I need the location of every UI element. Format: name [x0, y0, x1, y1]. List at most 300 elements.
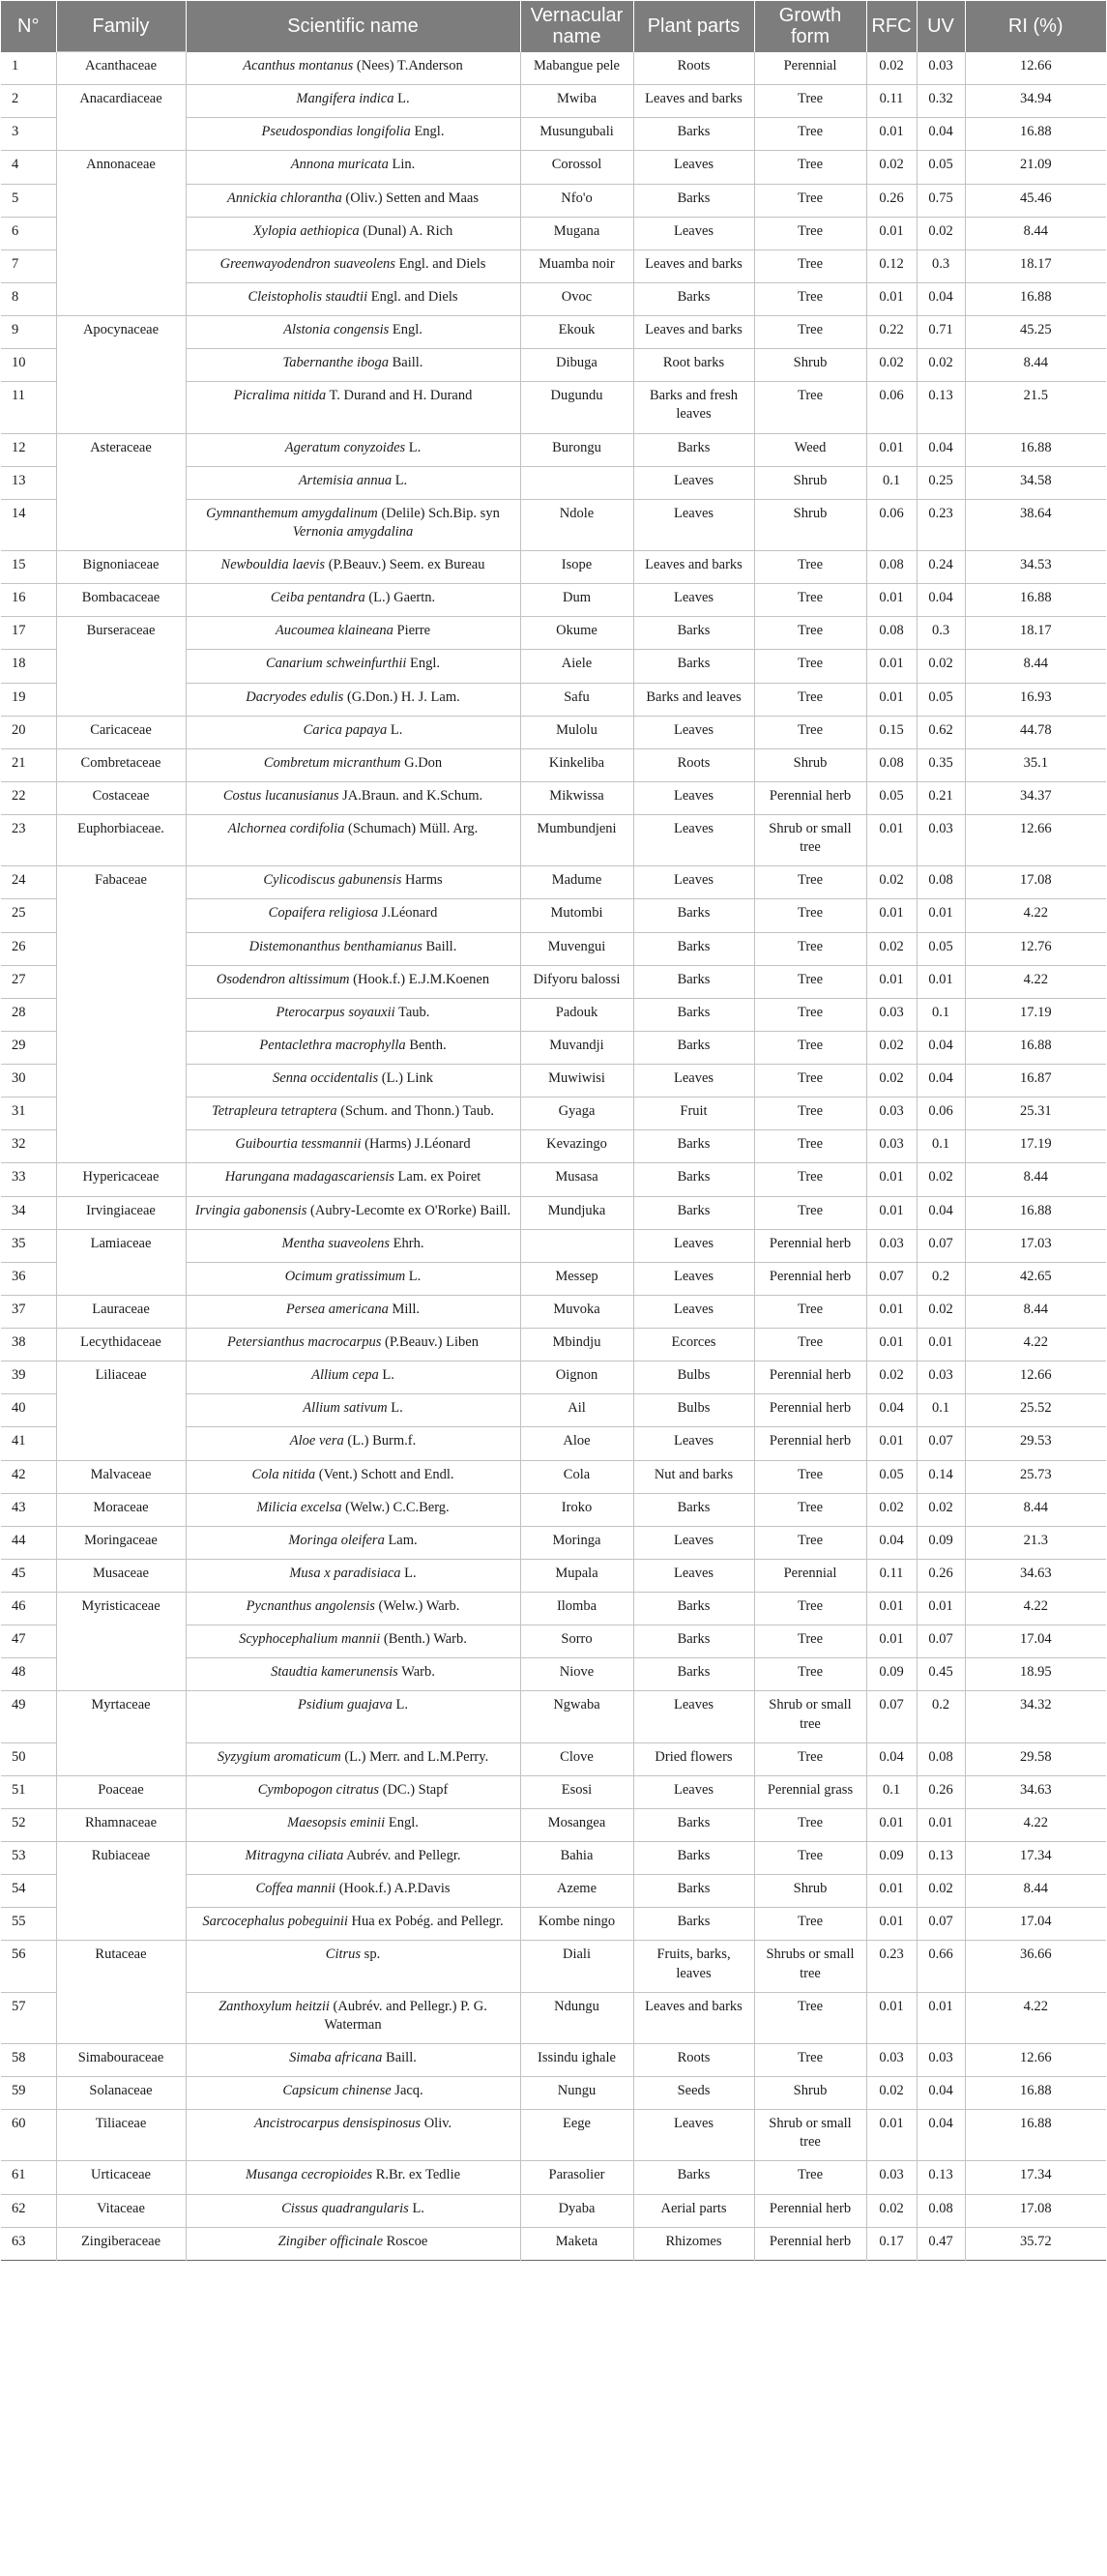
cell-rfc: 0.02	[866, 52, 917, 85]
cell-scientific-name	[186, 965, 520, 998]
scientific-name-text: Allium cepa	[311, 1367, 379, 1384]
cell-vernacular-name: Difyoru balossi	[520, 965, 633, 998]
cell-growth-form: Tree	[754, 1625, 866, 1658]
cell-vernacular-name: Nfo'o	[520, 184, 633, 217]
cell-plant-parts: Root barks	[633, 349, 754, 382]
cell-plant-parts: Aerial parts	[633, 2194, 754, 2227]
cell-number: 5	[1, 184, 56, 217]
scientific-name-text: Harungana madagascariensis	[224, 1169, 394, 1186]
cell-vernacular-name: Azeme	[520, 1875, 633, 1908]
cell-uv: 0.25	[917, 466, 965, 499]
cell-scientific-name	[186, 1394, 520, 1427]
cell-growth-form: Tree	[754, 184, 866, 217]
cell-plant-parts: Barks	[633, 1196, 754, 1229]
cell-plant-parts: Barks	[633, 965, 754, 998]
cell-number: 44	[1, 1526, 56, 1559]
cell-scientific-name	[186, 1196, 520, 1229]
cell-family: Moraceae	[56, 1493, 186, 1526]
authority-text: Ehrh.	[390, 1235, 424, 1251]
authority-text: (Schumach) Müll. Arg.	[344, 821, 479, 836]
cell-family: Euphorbiaceae.	[56, 815, 186, 866]
cell-number: 35	[1, 1229, 56, 1262]
cell-number: 49	[1, 1691, 56, 1742]
cell-ri: 34.63	[965, 1775, 1106, 1808]
cell-scientific-name	[186, 1658, 520, 1691]
cell-number: 24	[1, 866, 56, 899]
cell-growth-form: Shrub	[754, 2077, 866, 2110]
cell-rfc: 0.04	[866, 1394, 917, 1427]
cell-plant-parts: Barks	[633, 1908, 754, 1941]
cell-vernacular-name: Dum	[520, 584, 633, 617]
cell-ri: 21.09	[965, 151, 1106, 184]
cell-number: 42	[1, 1460, 56, 1493]
cell-number: 63	[1, 2227, 56, 2260]
cell-growth-form: Tree	[754, 1742, 866, 1775]
scientific-name-text: Cymbopogon citratus	[257, 1781, 379, 1798]
cell-ri: 42.65	[965, 1262, 1106, 1295]
cell-plant-parts: Nut and barks	[633, 1460, 754, 1493]
cell-family: Rubiaceae	[56, 1842, 186, 1941]
cell-uv: 0.3	[917, 617, 965, 650]
authority-text: L.	[392, 1697, 408, 1713]
cell-rfc: 0.06	[866, 382, 917, 433]
cell-rfc: 0.26	[866, 184, 917, 217]
cell-uv: 0.08	[917, 866, 965, 899]
authority-text: Engl. and Diels	[367, 288, 458, 305]
scientific-name-text: Musanga cecropioides	[245, 2167, 373, 2183]
cell-plant-parts: Ecorces	[633, 1329, 754, 1361]
cell-plant-parts: Leaves and barks	[633, 85, 754, 118]
cell-scientific-name	[186, 382, 520, 433]
cell-uv: 0.1	[917, 1130, 965, 1163]
cell-family: Acanthaceae	[56, 52, 186, 85]
cell-growth-form: Tree	[754, 118, 866, 151]
cell-number: 23	[1, 815, 56, 866]
cell-scientific-name	[186, 85, 520, 118]
cell-scientific-name	[186, 1941, 520, 1992]
cell-rfc: 0.07	[866, 1691, 917, 1742]
cell-family: Poaceae	[56, 1775, 186, 1808]
scientific-name-text: Newbouldia laevis	[220, 557, 326, 572]
cell-growth-form: Tree	[754, 1065, 866, 1098]
authority-text: Lin.	[388, 157, 416, 173]
cell-ri: 8.44	[965, 217, 1106, 249]
cell-number: 32	[1, 1130, 56, 1163]
scientific-name-text: Mangifera indica	[296, 91, 394, 107]
cell-scientific-name	[186, 1775, 520, 1808]
cell-plant-parts: Rhizomes	[633, 2227, 754, 2260]
authority-text: Engl. and Diels	[394, 255, 486, 272]
table-row	[1, 1460, 1106, 1493]
cell-scientific-name	[186, 52, 520, 85]
cell-plant-parts: Leaves	[633, 1065, 754, 1098]
cell-ri: 44.78	[965, 716, 1106, 748]
cell-growth-form: Perennial herb	[754, 1229, 866, 1262]
scientific-name-text: Citrus	[325, 1947, 362, 1963]
cell-growth-form: Tree	[754, 1031, 866, 1064]
cell-number: 51	[1, 1775, 56, 1808]
cell-number: 60	[1, 2110, 56, 2161]
cell-scientific-name	[186, 1460, 520, 1493]
authority-text: Baill.	[388, 355, 423, 371]
cell-scientific-name	[186, 748, 520, 781]
cell-vernacular-name: Isope	[520, 551, 633, 584]
cell-rfc: 0.01	[866, 1196, 917, 1229]
cell-ri: 34.94	[965, 85, 1106, 118]
cell-scientific-name	[186, 282, 520, 315]
scientific-name-text: Cissus quadrangularis	[281, 2200, 409, 2216]
cell-growth-form: Shrub	[754, 1875, 866, 1908]
cell-vernacular-name: Ovoc	[520, 282, 633, 315]
cell-uv: 0.62	[917, 716, 965, 748]
cell-uv: 0.01	[917, 1593, 965, 1625]
cell-uv: 0.21	[917, 781, 965, 814]
cell-uv: 0.04	[917, 1065, 965, 1098]
cell-uv: 0.04	[917, 1196, 965, 1229]
authority-text: (Schum. and Thonn.) Taub.	[336, 1103, 494, 1120]
authority-text: (Aubrév. and Pellegr.) P. G. Waterman	[324, 1998, 487, 2033]
authority-text: (G.Don.) H. J. Lam.	[343, 688, 460, 705]
cell-ri: 45.25	[965, 316, 1106, 349]
cell-uv: 0.09	[917, 1526, 965, 1559]
cell-plant-parts: Leaves	[633, 1775, 754, 1808]
cell-ri: 25.31	[965, 1098, 1106, 1130]
header-uv: UV	[917, 1, 965, 52]
cell-ri: 4.22	[965, 965, 1106, 998]
scientific-name-text: Alchornea cordifolia	[227, 821, 345, 836]
cell-uv: 0.07	[917, 1229, 965, 1262]
cell-growth-form: Tree	[754, 1130, 866, 1163]
scientific-name-text: Senna occidentalis	[273, 1070, 379, 1086]
cell-plant-parts: Barks	[633, 184, 754, 217]
cell-rfc: 0.08	[866, 617, 917, 650]
cell-vernacular-name: Ngwaba	[520, 1691, 633, 1742]
authority-text: L.	[408, 2200, 424, 2216]
authority-text: (Benth.) Warb.	[380, 1631, 467, 1648]
cell-number: 57	[1, 1992, 56, 2043]
cell-number: 2	[1, 85, 56, 118]
cell-number: 33	[1, 1163, 56, 1196]
cell-plant-parts: Leaves	[633, 466, 754, 499]
cell-vernacular-name: Muvoka	[520, 1295, 633, 1328]
cell-number: 19	[1, 683, 56, 716]
cell-vernacular-name: Bahia	[520, 1842, 633, 1875]
header-vernacular-name: Vernacular name	[520, 1, 633, 52]
cell-ri: 21.5	[965, 382, 1106, 433]
cell-scientific-name	[186, 551, 520, 584]
cell-number: 48	[1, 1658, 56, 1691]
authority-text: (Dunal) A. Rich	[359, 222, 453, 239]
cell-uv: 0.05	[917, 683, 965, 716]
scientific-name-text: Staudtia kamerunensis	[271, 1664, 398, 1681]
authority-text: (Welw.) Warb.	[374, 1598, 460, 1614]
cell-ri: 29.53	[965, 1427, 1106, 1460]
table-row	[1, 1526, 1106, 1559]
cell-rfc: 0.05	[866, 781, 917, 814]
cell-plant-parts: Leaves	[633, 1691, 754, 1742]
cell-scientific-name	[186, 683, 520, 716]
cell-growth-form: Tree	[754, 1658, 866, 1691]
header-scientific-name: Scientific name	[186, 1, 520, 52]
authority-text: L.	[378, 1367, 394, 1384]
cell-plant-parts: Barks and fresh leaves	[633, 382, 754, 433]
authority-text: (DC.) Stapf	[378, 1781, 449, 1798]
cell-uv: 0.02	[917, 1875, 965, 1908]
cell-number: 6	[1, 217, 56, 249]
cell-rfc: 0.09	[866, 1658, 917, 1691]
authority-text: Hua ex Pobég. and Pellegr.	[347, 1914, 504, 1930]
header-plant-parts: Plant parts	[633, 1, 754, 52]
cell-vernacular-name: Corossol	[520, 151, 633, 184]
cell-number: 30	[1, 1065, 56, 1098]
cell-ri: 17.04	[965, 1625, 1106, 1658]
cell-ri: 25.52	[965, 1394, 1106, 1427]
cell-number: 55	[1, 1908, 56, 1941]
cell-uv: 0.02	[917, 1493, 965, 1526]
cell-growth-form: Shrub or small tree	[754, 1691, 866, 1742]
cell-uv: 0.32	[917, 85, 965, 118]
cell-number: 1	[12, 57, 19, 73]
cell-scientific-name	[186, 1875, 520, 1908]
cell-ri: 4.22	[965, 1992, 1106, 2043]
cell-uv: 0.13	[917, 2161, 965, 2194]
cell-plant-parts: Barks	[633, 1658, 754, 1691]
cell-rfc: 0.02	[866, 2194, 917, 2227]
cell-ri: 12.66	[965, 52, 1106, 85]
cell-scientific-name	[186, 1842, 520, 1875]
cell-plant-parts: Leaves	[633, 781, 754, 814]
cell-scientific-name	[186, 349, 520, 382]
cell-ri: 35.72	[965, 2227, 1106, 2260]
cell-family: Zingiberaceae	[56, 2227, 186, 2260]
cell-plant-parts: Leaves and barks	[633, 551, 754, 584]
cell-number: 7	[1, 249, 56, 282]
cell-ri: 35.1	[965, 748, 1106, 781]
table-row	[1, 1196, 1106, 1229]
scientific-name-text: Distemonanthus benthamianus	[248, 938, 422, 954]
table-row	[1, 2161, 1106, 2194]
scientific-name-text: Tabernanthe iboga	[282, 355, 389, 371]
cell-growth-form: Tree	[754, 1098, 866, 1130]
cell-ri: 34.63	[965, 1559, 1106, 1592]
authority-text: Lam.	[384, 1532, 418, 1548]
cell-ri: 18.95	[965, 1658, 1106, 1691]
cell-rfc: 0.01	[866, 1427, 917, 1460]
cell-number: 16	[1, 584, 56, 617]
cell-growth-form: Tree	[754, 965, 866, 998]
cell-growth-form: Shrubs or small tree	[754, 1941, 866, 1992]
authority-text: Engl.	[410, 124, 445, 140]
cell-growth-form: Tree	[754, 1842, 866, 1875]
cell-vernacular-name: Muwiwisi	[520, 1065, 633, 1098]
cell-plant-parts: Leaves	[633, 815, 754, 866]
cell-growth-form: Tree	[754, 249, 866, 282]
table-row	[1, 748, 1106, 781]
table-row	[1, 2043, 1106, 2076]
cell-number: 10	[1, 349, 56, 382]
cell-vernacular-name: Muvandji	[520, 1031, 633, 1064]
authority-text: (P.Beauv.) Seem. ex Bureau	[325, 557, 485, 572]
table-header	[1, 1, 1106, 52]
cell-rfc: 0.01	[866, 584, 917, 617]
cell-rfc: 0.1	[866, 1775, 917, 1808]
cell-number: 39	[1, 1361, 56, 1394]
cell-number: 3	[1, 118, 56, 151]
table-row	[1, 1691, 1106, 1742]
cell-rfc: 0.03	[866, 2161, 917, 2194]
cell-rfc: 0.06	[866, 499, 917, 550]
cell-rfc: 0.01	[866, 1625, 917, 1658]
cell-growth-form: Perennial	[754, 1559, 866, 1592]
cell-number: 46	[1, 1593, 56, 1625]
scientific-name-text: Musa x paradisiaca	[289, 1565, 401, 1581]
cell-uv: 0.01	[917, 1992, 965, 2043]
cell-uv: 0.02	[917, 217, 965, 249]
cell-scientific-name	[186, 2077, 520, 2110]
cell-uv: 0.04	[917, 118, 965, 151]
cell-vernacular-name: Madume	[520, 866, 633, 899]
cell-number: 53	[1, 1842, 56, 1875]
cell-growth-form: Tree	[754, 2043, 866, 2076]
cell-family: Urticaceae	[56, 2161, 186, 2194]
authority-text: Baill.	[422, 938, 457, 954]
cell-uv: 0.03	[917, 2043, 965, 2076]
scientific-name-text: Greenwayodendron suaveolens	[219, 255, 395, 272]
cell-family: Tiliaceae	[56, 2110, 186, 2161]
table-row	[1, 1329, 1106, 1361]
cell-uv: 0.01	[917, 1329, 965, 1361]
authority-text: (P.Beauv.) Liben	[381, 1334, 479, 1350]
scientific-name-text: Coffea mannii	[255, 1881, 336, 1897]
cell-growth-form: Tree	[754, 932, 866, 965]
cell-scientific-name	[186, 2161, 520, 2194]
cell-growth-form: Tree	[754, 1163, 866, 1196]
cell-plant-parts: Barks	[633, 1625, 754, 1658]
cell-plant-parts: Barks	[633, 433, 754, 466]
table-row	[1, 52, 1106, 85]
cell-plant-parts: Barks	[633, 1130, 754, 1163]
cell-vernacular-name: Aloe	[520, 1427, 633, 1460]
cell-number: 61	[1, 2161, 56, 2194]
cell-plant-parts: Barks	[633, 1031, 754, 1064]
cell-uv: 0.14	[917, 1460, 965, 1493]
cell-uv: 0.01	[917, 899, 965, 932]
cell-uv: 0.01	[917, 965, 965, 998]
scientific-name-text: Syzygium aromaticum	[217, 1748, 341, 1765]
cell-number: 43	[1, 1493, 56, 1526]
cell-uv: 0.26	[917, 1775, 965, 1808]
synonym-text: Vernonia amygdalina	[292, 523, 414, 540]
cell-ri: 12.66	[965, 2043, 1106, 2076]
cell-number: 31	[1, 1098, 56, 1130]
cell-uv: 0.02	[917, 1295, 965, 1328]
cell-growth-form: Tree	[754, 85, 866, 118]
table-row	[1, 716, 1106, 748]
cell-ri: 17.19	[965, 998, 1106, 1031]
cell-plant-parts: Seeds	[633, 2077, 754, 2110]
cell-vernacular-name: Dyaba	[520, 2194, 633, 2227]
cell-growth-form: Tree	[754, 617, 866, 650]
table-row	[1, 781, 1106, 814]
scientific-name-text: Ageratum conyzoides	[284, 439, 406, 455]
authority-text: L.	[392, 472, 408, 488]
cell-ri: 17.08	[965, 866, 1106, 899]
authority-text: L.	[387, 1400, 403, 1417]
authority-text: Baill.	[382, 2049, 417, 2065]
table-row	[1, 617, 1106, 650]
cell-plant-parts: Barks	[633, 282, 754, 315]
cell-ri: 8.44	[965, 650, 1106, 683]
authority-text: L.	[393, 91, 410, 107]
cell-ri: 17.34	[965, 1842, 1106, 1875]
table-row	[1, 1808, 1106, 1841]
scientific-name-text: Costus lucanusianus	[222, 787, 339, 804]
cell-family: Fabaceae	[56, 866, 186, 1163]
cell-scientific-name	[186, 781, 520, 814]
cell-scientific-name	[186, 2227, 520, 2260]
header-rfc: RFC	[866, 1, 917, 52]
cell-uv: 0.08	[917, 1742, 965, 1775]
table-row	[1, 1361, 1106, 1394]
authority-text: L.	[400, 1565, 417, 1581]
cell-scientific-name	[186, 1625, 520, 1658]
cell-uv: 0.02	[917, 650, 965, 683]
scientific-name-text: Allium sativum	[303, 1400, 388, 1417]
cell-uv: 0.13	[917, 382, 965, 433]
cell-vernacular-name: Eege	[520, 2110, 633, 2161]
cell-scientific-name	[186, 998, 520, 1031]
cell-plant-parts: Leaves and barks	[633, 1992, 754, 2043]
cell-vernacular-name: Musungubali	[520, 118, 633, 151]
cell-plant-parts: Barks	[633, 118, 754, 151]
authority-text: L.	[405, 439, 422, 455]
cell-plant-parts: Barks	[633, 1875, 754, 1908]
cell-ri: 21.3	[965, 1526, 1106, 1559]
cell-rfc: 0.01	[866, 1593, 917, 1625]
cell-number: 13	[1, 466, 56, 499]
cell-number: 34	[1, 1196, 56, 1229]
cell-uv: 0.04	[917, 1031, 965, 1064]
cell-growth-form: Tree	[754, 866, 866, 899]
cell-growth-form: Tree	[754, 551, 866, 584]
scientific-name-text: Cola nitida	[251, 1466, 316, 1482]
cell-uv: 0.24	[917, 551, 965, 584]
authority-text: Mill.	[388, 1301, 421, 1317]
cell-scientific-name	[186, 316, 520, 349]
cell-growth-form: Perennial herb	[754, 1361, 866, 1394]
cell-ri: 12.66	[965, 815, 1106, 866]
cell-scientific-name	[186, 2043, 520, 2076]
cell-number: 14	[1, 499, 56, 550]
cell-vernacular-name: Mosangea	[520, 1808, 633, 1841]
table-row	[1, 866, 1106, 899]
cell-number: 45	[1, 1559, 56, 1592]
cell-vernacular-name: Iroko	[520, 1493, 633, 1526]
cell-scientific-name	[186, 1130, 520, 1163]
cell-number: 18	[1, 650, 56, 683]
scientific-name-text: Ceiba pentandra	[270, 590, 365, 606]
cell-vernacular-name: Kevazingo	[520, 1130, 633, 1163]
scientific-name-text: Simaba africana	[289, 2049, 383, 2065]
authority-text: Aubrév. and Pellegr.	[343, 1848, 461, 1863]
cell-scientific-name	[186, 584, 520, 617]
cell-growth-form: Tree	[754, 151, 866, 184]
cell-vernacular-name: Nungu	[520, 2077, 633, 2110]
cell-uv: 0.06	[917, 1098, 965, 1130]
cell-rfc: 0.01	[866, 282, 917, 315]
cell-growth-form: Tree	[754, 282, 866, 315]
cell-scientific-name	[186, 1992, 520, 2043]
